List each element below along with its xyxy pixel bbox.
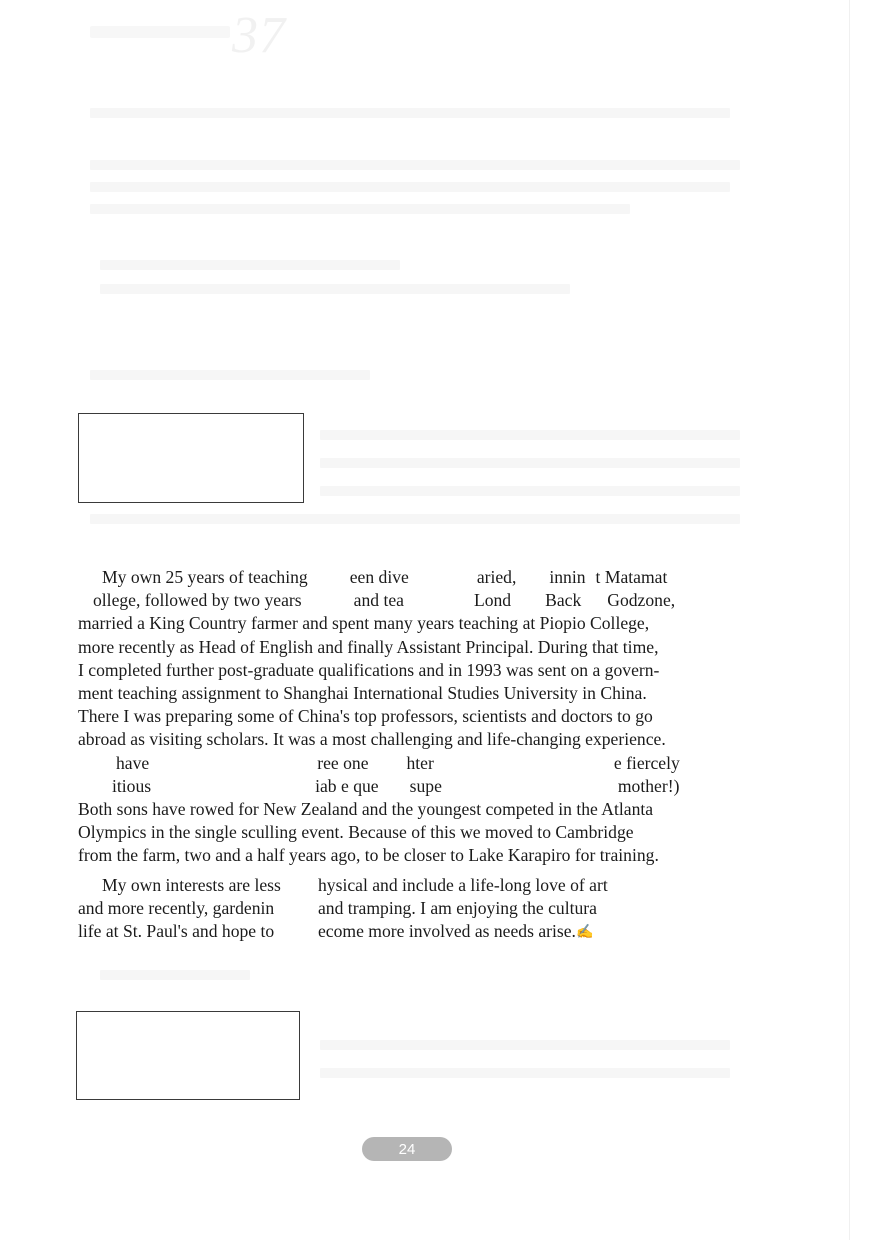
text-fragment: supe bbox=[409, 775, 442, 796]
text-fragment: e fiercely bbox=[613, 752, 680, 773]
ghost-line bbox=[320, 1040, 730, 1050]
text-line: married a King Country farmer and spent many years teaching at Piopio College, bbox=[78, 613, 650, 634]
ghost-line bbox=[90, 370, 370, 380]
text-fragment: and tea bbox=[353, 590, 404, 611]
text-line: Both sons have rowed for New Zealand and the youngest competed in the Atlanta bbox=[78, 799, 654, 820]
text-line bbox=[78, 752, 738, 775]
ghost-line bbox=[320, 1068, 730, 1078]
text-line bbox=[78, 566, 738, 589]
text-line bbox=[78, 775, 738, 798]
text-line: life at St. Paul's and hope to bbox=[78, 921, 275, 942]
text-line: My own interests are less bbox=[102, 875, 281, 895]
pen-signature-icon: ✍ bbox=[575, 925, 594, 941]
ghost-line bbox=[90, 160, 740, 170]
ghost-line bbox=[320, 458, 740, 468]
paragraph-right-column bbox=[318, 874, 608, 945]
ghost-line bbox=[100, 284, 570, 294]
text-fragment: een dive bbox=[349, 567, 409, 587]
ghost-line bbox=[90, 514, 740, 524]
faint-header-text bbox=[90, 26, 230, 38]
text-fragment: t Matamat bbox=[595, 567, 668, 587]
ghost-line bbox=[90, 204, 630, 214]
text-line: from the farm, two and a half years ago, to be closer to Lake Karapiro for training. bbox=[78, 845, 659, 866]
text-line: more recently as Head of English and finally Assistant Principal. During that time, bbox=[78, 636, 659, 657]
text-line: and tramping. I am enjoying the cultura bbox=[318, 898, 597, 919]
photo-placeholder-box bbox=[76, 1011, 300, 1100]
text-line: Olympics in the single sculling event. Because of this we moved to Cambridge bbox=[78, 822, 634, 843]
ghost-line bbox=[100, 260, 400, 270]
ghost-line bbox=[90, 108, 730, 118]
text-fragment: ree one bbox=[317, 752, 369, 773]
page-number: 24 bbox=[398, 1140, 416, 1158]
ghost-line bbox=[90, 182, 730, 192]
page-number-badge bbox=[362, 1137, 452, 1161]
text-fragment: aried, bbox=[476, 567, 517, 587]
paragraph-left-column bbox=[78, 874, 281, 944]
text-fragment: mother!) bbox=[617, 775, 680, 796]
text-fragment: itious bbox=[112, 775, 152, 796]
text-fragment: iab e que bbox=[315, 775, 379, 796]
photo-placeholder-box bbox=[78, 413, 304, 503]
text-fragment: innin bbox=[549, 567, 586, 587]
text-line: I completed further post-graduate qualifications and in 1993 was sent on a govern- bbox=[78, 659, 660, 680]
text-line bbox=[78, 589, 738, 612]
text-line: abroad as visiting scholars. It was a most challenging and life-changing experience. bbox=[78, 729, 666, 750]
text-fragment: Lond bbox=[473, 590, 512, 611]
ghost-line bbox=[320, 486, 740, 496]
text-fragment: Back bbox=[545, 590, 582, 611]
ghost-line bbox=[100, 970, 250, 980]
page-edge-rule bbox=[849, 0, 850, 1240]
text-fragment: Godzone, bbox=[607, 590, 676, 611]
text-fragment: ecome more involved as needs arise. bbox=[318, 921, 576, 942]
text-fragment: hter bbox=[406, 752, 434, 773]
page-marker: 37 bbox=[232, 7, 286, 64]
text-line: and more recently, gardenin bbox=[78, 898, 275, 919]
text-line: ment teaching assignment to Shanghai International Studies University in China. bbox=[78, 683, 647, 704]
text-line bbox=[318, 920, 608, 944]
text-line: hysical and include a life-long love of art bbox=[318, 875, 608, 895]
text-fragment: ollege, followed by two years bbox=[93, 590, 302, 611]
ghost-line bbox=[320, 430, 740, 440]
text-fragment: My own 25 years of teaching bbox=[102, 567, 308, 587]
body-paragraph bbox=[78, 566, 738, 868]
text-fragment: have bbox=[116, 752, 150, 773]
text-line: There I was preparing some of China's top professors, scientists and doctors to go bbox=[78, 706, 653, 727]
